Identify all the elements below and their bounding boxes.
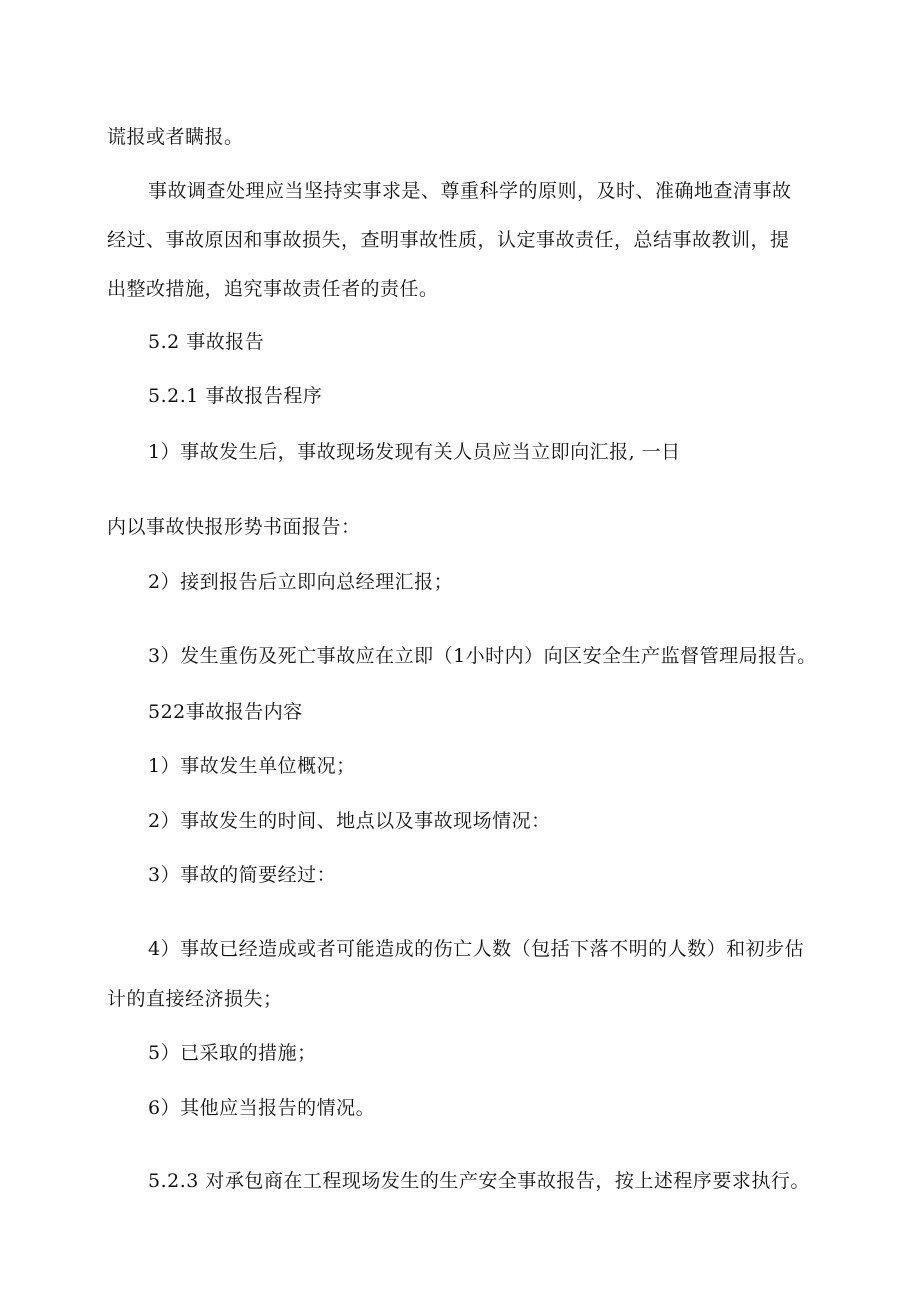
list-item: 5）已采取的措施； xyxy=(148,1042,317,1064)
section-heading: 5.2 事故报告 xyxy=(148,331,265,353)
list-item: 2）事故发生的时间、地点以及事故现场情况： xyxy=(148,810,551,832)
list-item-continuation: 计的直接经济损失； xyxy=(107,988,283,1010)
subsection-paragraph: 5.2.3 对承包商在工程现场发生的生产安全事故报告，按上述程序要求执行。 xyxy=(148,1170,810,1192)
list-item-continuation: 内以事故快报形势书面报告： xyxy=(107,516,361,538)
subsection-heading: 5.2.1 事故报告程序 xyxy=(148,385,323,407)
paragraph-line: 经过、事故原因和事故损失，查明事故性质，认定事故责任，总结事故教训，提 xyxy=(107,229,790,251)
list-item: 3）事故的简要经过： xyxy=(148,864,337,886)
list-item: 6）其他应当报告的情况。 xyxy=(148,1097,376,1119)
list-item: 1）事故发生单位概况； xyxy=(148,755,356,777)
list-item: 1）事故发生后，事故现场发现有关人员应当立即向汇报, 一日 xyxy=(148,441,681,463)
subsection-heading: 522事故报告内容 xyxy=(148,701,303,723)
text-line: 谎报或者瞒报。 xyxy=(107,126,244,148)
paragraph-line: 事故调查处理应当坚持实事求是、尊重科学的原则，及时、准确地查清事故 xyxy=(148,180,792,202)
paragraph-line: 出整改措施，追究事故责任者的责任。 xyxy=(107,278,439,300)
list-item: 4）事故已经造成或者可能造成的伤亡人数（包括下落不明的人数）和初步估 xyxy=(148,938,805,960)
list-item: 3）发生重伤及死亡事故应在立即（1小时内）向区安全生产监督管理局报告。 xyxy=(148,645,817,667)
list-item: 2）接到报告后立即向总经理汇报； xyxy=(148,571,454,593)
